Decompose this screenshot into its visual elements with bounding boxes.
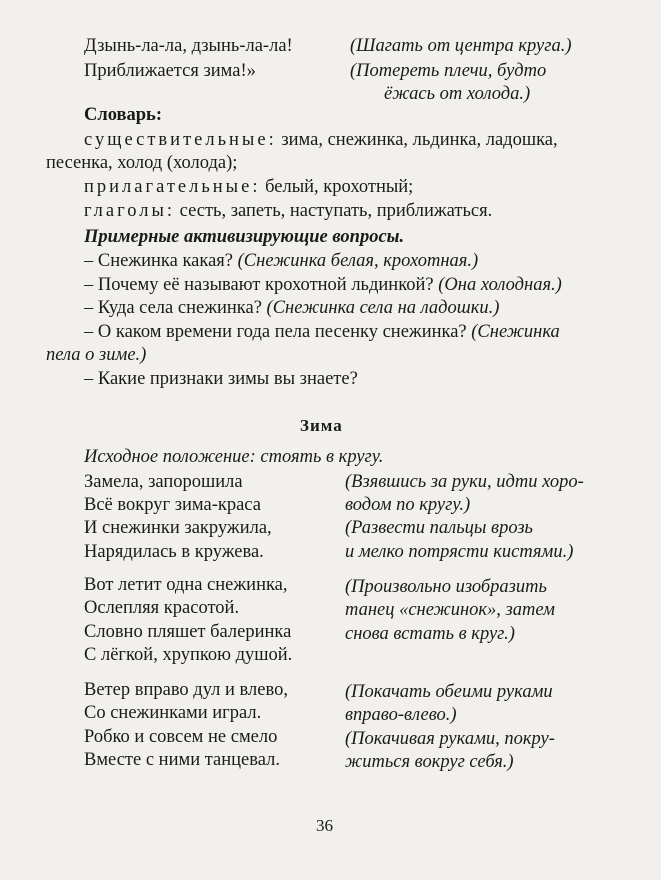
- stanza-3-line: Ветер вправо дул и влево,: [84, 680, 288, 700]
- stanza-2-note: (Произвольно изобразить: [345, 577, 547, 597]
- stanza-3-line: Со снежинками играл.: [84, 703, 262, 723]
- intro-line-2: Приближается зима!»: [84, 61, 256, 81]
- poem-start-position: Исходное положение: стоять в кругу.: [84, 447, 384, 467]
- stanza-2-note: танец «снежинок», затем: [345, 600, 555, 620]
- vocab-adj-label: прилагательные:: [84, 177, 261, 197]
- intro-note-3: ёжась от холода.): [384, 84, 531, 104]
- stanza-3-note: вправо-влево.): [345, 705, 457, 725]
- intro-line-1: Дзынь-ла-ла, дзынь-ла-ла!: [84, 36, 293, 56]
- stanza-3-note: (Покачивая руками, покру-: [345, 729, 555, 749]
- vocab-heading: Словарь:: [84, 105, 163, 125]
- stanza-2-line: С лёгкой, хрупкою душой.: [84, 645, 293, 665]
- stanza-1-note: (Развести пальцы врозь: [345, 518, 533, 538]
- question-1: [84, 250, 478, 272]
- stanza-3-line: Робко и совсем не смело: [84, 727, 278, 747]
- vocab-verbs: [84, 200, 492, 222]
- intro-note-1: (Шагать от центра круга.): [350, 36, 572, 56]
- vocab-verbs-list: сесть, запеть, наступать, приближаться.: [179, 201, 493, 221]
- question-3: [84, 297, 499, 319]
- vocab-nouns-label: существительные:: [84, 130, 277, 150]
- vocab-adjectives: [84, 176, 413, 198]
- vocab-adj-list: белый, крохотный;: [265, 177, 414, 197]
- question-5: – Какие признаки зимы вы знаете?: [84, 369, 358, 389]
- vocab-verbs-label: глаголы:: [84, 201, 176, 221]
- question-1-text: – Снежинка какая?: [84, 251, 234, 271]
- vocab-nouns-list: зима, снежинка, льдинка, ладошка,: [281, 130, 558, 150]
- poem-title: Зима: [300, 416, 343, 435]
- stanza-1-line: Нарядилась в кружева.: [84, 542, 264, 562]
- stanza-1-note: и мелко потрясти кистями.): [345, 542, 574, 562]
- stanza-1-note: водом по кругу.): [345, 495, 471, 515]
- question-3-text: – Куда села снежинка?: [84, 298, 262, 318]
- stanza-1-line: Замела, запорошила: [84, 472, 243, 492]
- question-4-text: – О каком времени года пела песенку снежинка?: [84, 322, 467, 342]
- answer-2: (Она холодная.): [438, 275, 562, 295]
- stanza-2-note: снова встать в круг.): [345, 624, 515, 644]
- stanza-1-line: Всё вокруг зима-краса: [84, 495, 261, 515]
- stanza-1-line: И снежинки закружила,: [84, 518, 272, 538]
- question-2: [84, 274, 562, 296]
- answer-4b: пела о зиме.): [46, 345, 147, 365]
- stanza-3-line: Вместе с ними танцевал.: [84, 750, 280, 770]
- stanza-3-note: (Покачать обеими руками: [345, 682, 553, 702]
- stanza-2-line: Словно пляшет балеринка: [84, 622, 292, 642]
- answer-1: (Снежинка белая, крохотная.): [237, 251, 479, 271]
- vocab-nouns-cont: песенка, холод (холода);: [46, 153, 238, 173]
- intro-note-2: (Потереть плечи, будто: [350, 61, 547, 81]
- question-2-text: – Почему её называют крохотной льдинкой?: [84, 275, 434, 295]
- stanza-2-line: Вот летит одна снежинка,: [84, 575, 288, 595]
- answer-3: (Снежинка села на ладошки.): [266, 298, 500, 318]
- vocab-nouns: [84, 129, 558, 151]
- stanza-1-note: (Взявшись за руки, идти хоро-: [345, 472, 584, 492]
- answer-4a: (Снежинка: [471, 322, 560, 342]
- stanza-2-line: Ослепляя красотой.: [84, 598, 240, 618]
- page-number: 36: [316, 816, 333, 835]
- questions-heading: Примерные активизирующие вопросы.: [84, 227, 405, 247]
- stanza-3-note: житься вокруг себя.): [345, 752, 514, 772]
- question-4: [84, 321, 560, 343]
